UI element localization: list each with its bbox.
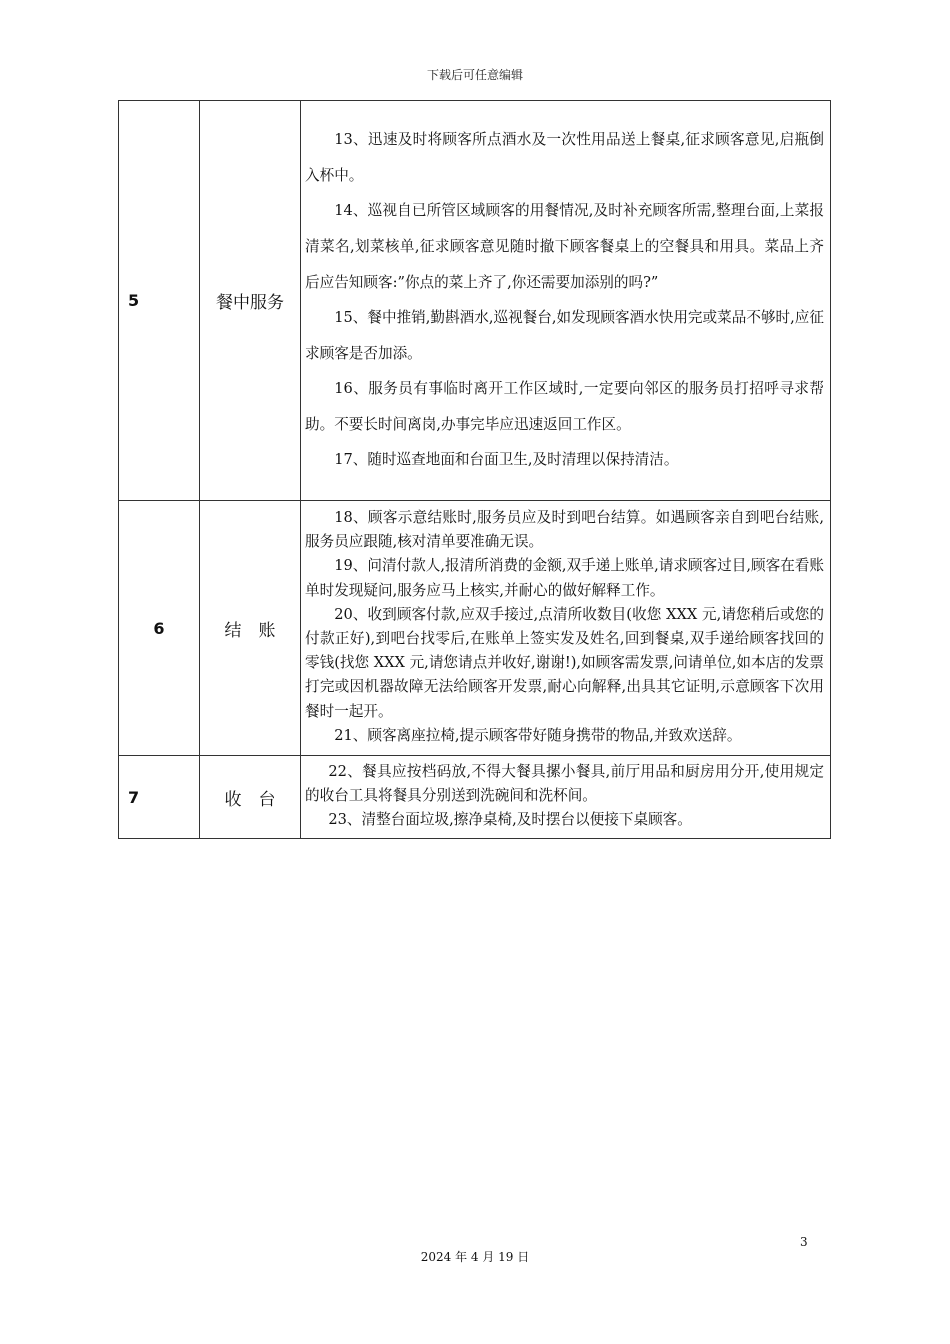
paragraph: 14、巡视自已所管区域顾客的用餐情况,及时补充顾客所需,整理台面,上菜报清菜名,划菜核单,征求顾客意见随时撤下顾客餐桌上的空餐具和用具。菜品上齐后应告知顾客:”你点的菜上齐了,你还需要加添别的吗?” — [305, 201, 824, 291]
table-row-7 — [119, 756, 831, 839]
procedure-table — [118, 100, 831, 839]
step-content — [301, 101, 831, 501]
paragraph: 15、餐中推销,勤斟酒水,巡视餐台,如发现顾客酒水快用完或菜品不够时,应征求顾客是否加添。 — [305, 308, 824, 362]
paragraph: 20、收到顾客付款,应双手接过,点清所收数目(收您 XXX 元,请您稍后或您的付款正好),到吧台找零后,在账单上签实发及姓名,回到餐桌,双手递给顾客找回的零钱(找您 XXX 元,请您请点并收好,谢谢!),如顾客需发票,问请单位,如本店的发票打完或因机器故障无法给顾客开发票,耐心向解释,出具其它证明,示意顾客下次用餐时一起开。 — [305, 605, 824, 720]
paragraph: 22、餐具应按档码放,不得大餐具摞小餐具,前厅用品和厨房用分开,使用规定的收台工具将餐具分别送到洗碗间和洗杯间。 — [305, 762, 824, 804]
paragraph: 16、服务员有事临时离开工作区域时,一定要向邻区的服务员打招呼寻求帮助。不要长时间离岗,办事完毕应迅速返回工作区。 — [305, 379, 824, 433]
step-number: 6 — [119, 501, 200, 756]
step-name: 结 账 — [200, 501, 301, 756]
paragraph: 18、顾客示意结账时,服务员应及时到吧台结算。如遇顾客亲自到吧台结账,服务员应跟随,核对清单要准确无误。 — [305, 508, 824, 551]
step-number: 5 — [119, 101, 200, 501]
step-name: 餐中服务 — [200, 101, 301, 501]
footer-date: 2024 年 4 月 19 日 — [420, 1250, 530, 1264]
step-content — [301, 756, 831, 839]
step-name: 收 台 — [200, 756, 301, 839]
table-row-5 — [119, 101, 831, 501]
paragraph: 23、清整台面垃圾,擦净桌椅,及时摆台以便接下桌顾客。 — [328, 811, 692, 829]
paragraph: 21、顾客离座拉椅,提示顾客带好随身携带的物品,并致欢送辞。 — [334, 726, 742, 744]
paragraph: 19、问清付款人,报清所消费的金额,双手递上账单,请求顾客过目,顾客在看账单时发现疑问,服务应马上核实,并耐心的做好解释工作。 — [305, 557, 824, 599]
page-number: 3 — [800, 1235, 808, 1249]
table-row-6 — [119, 501, 831, 756]
paragraph: 17、随时巡查地面和台面卫生,及时清理以保持清洁。 — [334, 450, 679, 468]
paragraph: 13、迅速及时将顾客所点酒水及一次性用品送上餐桌,征求顾客意见,启瓶倒入杯中。 — [305, 130, 824, 184]
step-number: 7 — [119, 756, 200, 839]
header-note: 下载后可任意编辑 — [426, 68, 523, 82]
step-content — [301, 501, 831, 756]
